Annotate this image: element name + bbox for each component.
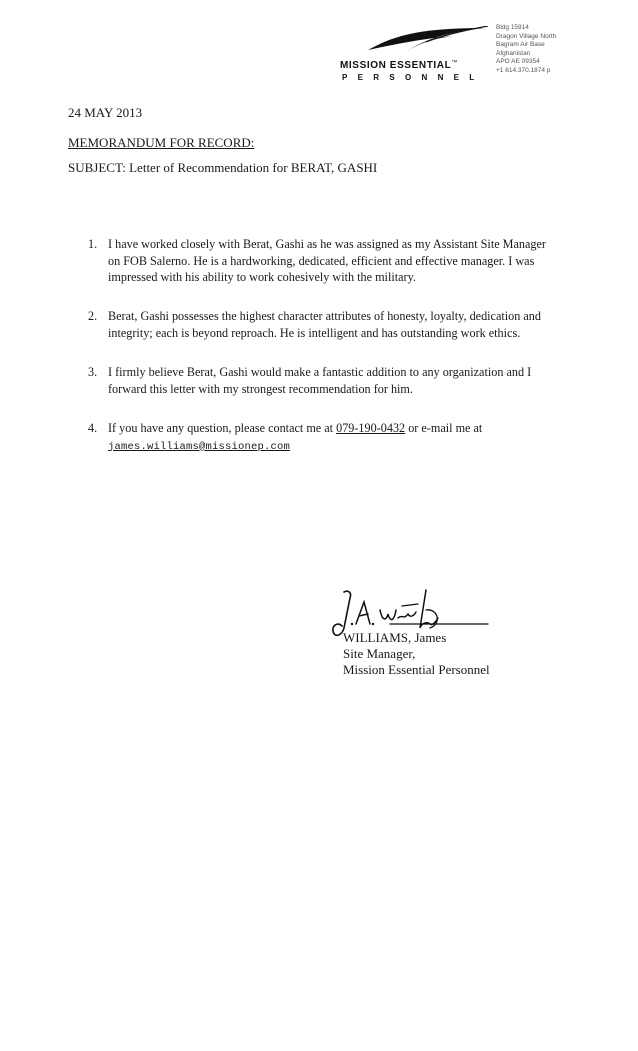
paragraph-text xyxy=(108,308,578,341)
paragraph-line xyxy=(108,437,578,456)
logo-swoosh-icon xyxy=(366,26,491,54)
address-line: Bagram Air Base xyxy=(496,41,545,49)
logo-company-name: MISSION ESSENTIAL™ xyxy=(340,60,458,71)
company-logo xyxy=(336,24,496,84)
address-line: Bldg 15914 xyxy=(496,24,529,31)
paragraph-line: I have worked closely with Berat, Gashi as he was assigned as my Assistant Site Manager xyxy=(108,237,546,251)
address-line: Dragon Village North xyxy=(496,32,557,40)
signature-block xyxy=(343,630,490,678)
address-line: APO AE 09354 xyxy=(496,58,540,66)
subject-line: SUBJECT: Letter of Recommendation for BERAT, GASHI xyxy=(68,160,378,175)
paragraph-text xyxy=(108,236,578,286)
signer-organization: Mission Essential Personnel xyxy=(343,662,490,677)
memo-heading: MEMORANDUM FOR RECORD: xyxy=(68,135,255,150)
paragraph-text xyxy=(108,364,578,397)
paragraph-number: 4. xyxy=(88,421,98,435)
paragraph-number: 2. xyxy=(88,309,98,323)
paragraph-line: I firmly believe Berat, Gashi would make a fantastic addition to any organization and I xyxy=(108,365,532,379)
logo-tagline: PERSONNEL xyxy=(342,73,485,82)
signer-name: WILLIAMS, James xyxy=(343,630,447,645)
paragraph-line: on FOB Salerno. He is a hardworking, dedicated, efficient and effective manager. I was xyxy=(108,253,535,268)
paragraph-number: 3. xyxy=(88,365,98,379)
address-line: +1 614.370.1874 p xyxy=(496,66,551,74)
paragraph-line: integrity; each is beyond reproach. He is intelligent and has outstanding work ethics. xyxy=(108,325,521,340)
paragraph-line xyxy=(108,420,578,437)
paragraph-text xyxy=(108,420,578,455)
address-line: Afghanistan xyxy=(496,49,531,57)
letter-date: 24 MAY 2013 xyxy=(68,105,143,120)
phone-number[interactable]: 079-190-0432 xyxy=(336,421,406,435)
signer-title: Site Manager, xyxy=(343,646,416,661)
contact-text: If you have any question, please contact me at xyxy=(108,421,337,435)
contact-text: or e-mail me at xyxy=(405,421,483,435)
paragraph-line: forward this letter with my strongest recommendation for him. xyxy=(108,381,413,396)
company-address xyxy=(496,24,556,76)
email-link[interactable]: james.williams@missionep.com xyxy=(108,440,291,453)
paragraph-line: Berat, Gashi possesses the highest character attributes of honesty, loyalty, dedication and xyxy=(108,309,541,323)
paragraph-line: impressed with his ability to work cohesively with the military. xyxy=(108,270,416,284)
paragraph-number: 1. xyxy=(88,237,98,251)
